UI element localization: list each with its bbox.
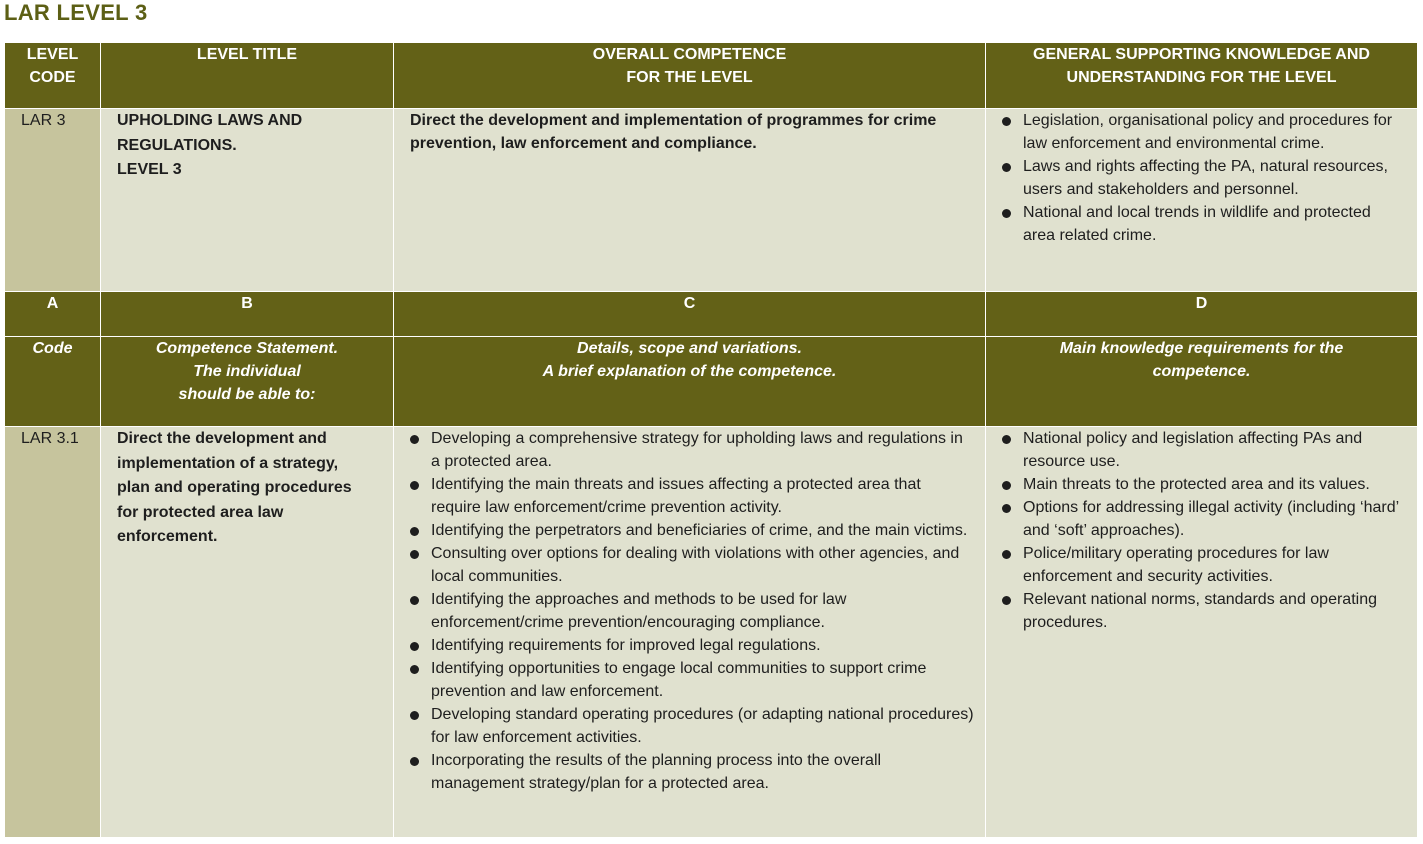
list-item: Incorporating the results of the planning process into the overall management strategy/plan for a protected area. — [409, 749, 975, 795]
competence-row — [5, 427, 1418, 838]
page-title: LAR LEVEL 3 — [4, 0, 148, 25]
level-title: UPHOLDING LAWS AND REGULATIONS. LEVEL 3 — [101, 109, 394, 292]
list-item: National policy and legislation affecting PAs and resource use. — [1001, 427, 1407, 473]
list-item: Options for addressing illegal activity (including ‘hard’ and ‘soft’ approaches). — [1001, 496, 1407, 542]
competence-details-list — [394, 427, 985, 795]
level-code: LAR 3 — [5, 109, 101, 292]
subheader-details: Details, scope and variations. A brief explanation of the competence. — [394, 337, 986, 427]
level-knowledge-cell — [986, 109, 1418, 292]
competence-details-cell — [394, 427, 986, 838]
header-row — [5, 43, 1418, 109]
column-letter-b: B — [101, 292, 394, 337]
header-level-title: LEVEL TITLE — [101, 43, 394, 109]
column-letter-a: A — [5, 292, 101, 337]
list-item: Consulting over options for dealing with violations with other agencies, and local communities. — [409, 542, 975, 588]
list-item: Laws and rights affecting the PA, natural resources, users and stakeholders and personnel. — [1001, 155, 1407, 201]
competence-code: LAR 3.1 — [5, 427, 101, 838]
header-general-knowledge: GENERAL SUPPORTING KNOWLEDGE AND UNDERSTANDING FOR THE LEVEL — [986, 43, 1418, 109]
column-letter-row — [5, 292, 1418, 337]
list-item: Identifying opportunities to engage local communities to support crime prevention and law enforcement. — [409, 657, 975, 703]
column-letter-c: C — [394, 292, 986, 337]
list-item: Relevant national norms, standards and operating procedures. — [1001, 588, 1407, 634]
list-item: Police/military operating procedures for law enforcement and security activities. — [1001, 542, 1407, 588]
competence-statement: Direct the development and implementation of a strategy, plan and operating procedures for protected area law enforcement. — [101, 427, 394, 838]
subheader-statement: Competence Statement. The individual should be able to: — [101, 337, 394, 427]
overall-competence-text: Direct the development and implementation of programmes for crime prevention, law enforcement and compliance. — [394, 109, 986, 292]
list-item: Main threats to the protected area and its values. — [1001, 473, 1407, 496]
list-item: National and local trends in wildlife and protected area related crime. — [1001, 201, 1407, 247]
column-letter-d: D — [986, 292, 1418, 337]
list-item: Identifying requirements for improved legal regulations. — [409, 634, 975, 657]
competence-knowledge-list — [986, 427, 1417, 634]
list-item: Legislation, organisational policy and procedures for law enforcement and environmental crime. — [1001, 109, 1407, 155]
list-item: Identifying the approaches and methods to be used for law enforcement/crime prevention/encouraging compliance. — [409, 588, 975, 634]
list-item: Identifying the main threats and issues affecting a protected area that require law enforcement/crime prevention activity. — [409, 473, 975, 519]
level-row — [5, 109, 1418, 292]
list-item: Identifying the perpetrators and beneficiaries of crime, and the main victims. — [409, 519, 975, 542]
subheader-knowledge: Main knowledge requirements for the competence. — [986, 337, 1418, 427]
list-item: Developing standard operating procedures (or adapting national procedures) for law enforcement activities. — [409, 703, 975, 749]
subheader-row — [5, 337, 1418, 427]
competence-table — [4, 42, 1418, 838]
header-level-code: LEVEL CODE — [5, 43, 101, 109]
competence-knowledge-cell — [986, 427, 1418, 838]
header-overall-competence: OVERALL COMPETENCE FOR THE LEVEL — [394, 43, 986, 109]
level-knowledge-list — [986, 109, 1417, 247]
list-item: Developing a comprehensive strategy for upholding laws and regulations in a protected area. — [409, 427, 975, 473]
subheader-code: Code — [5, 337, 101, 427]
